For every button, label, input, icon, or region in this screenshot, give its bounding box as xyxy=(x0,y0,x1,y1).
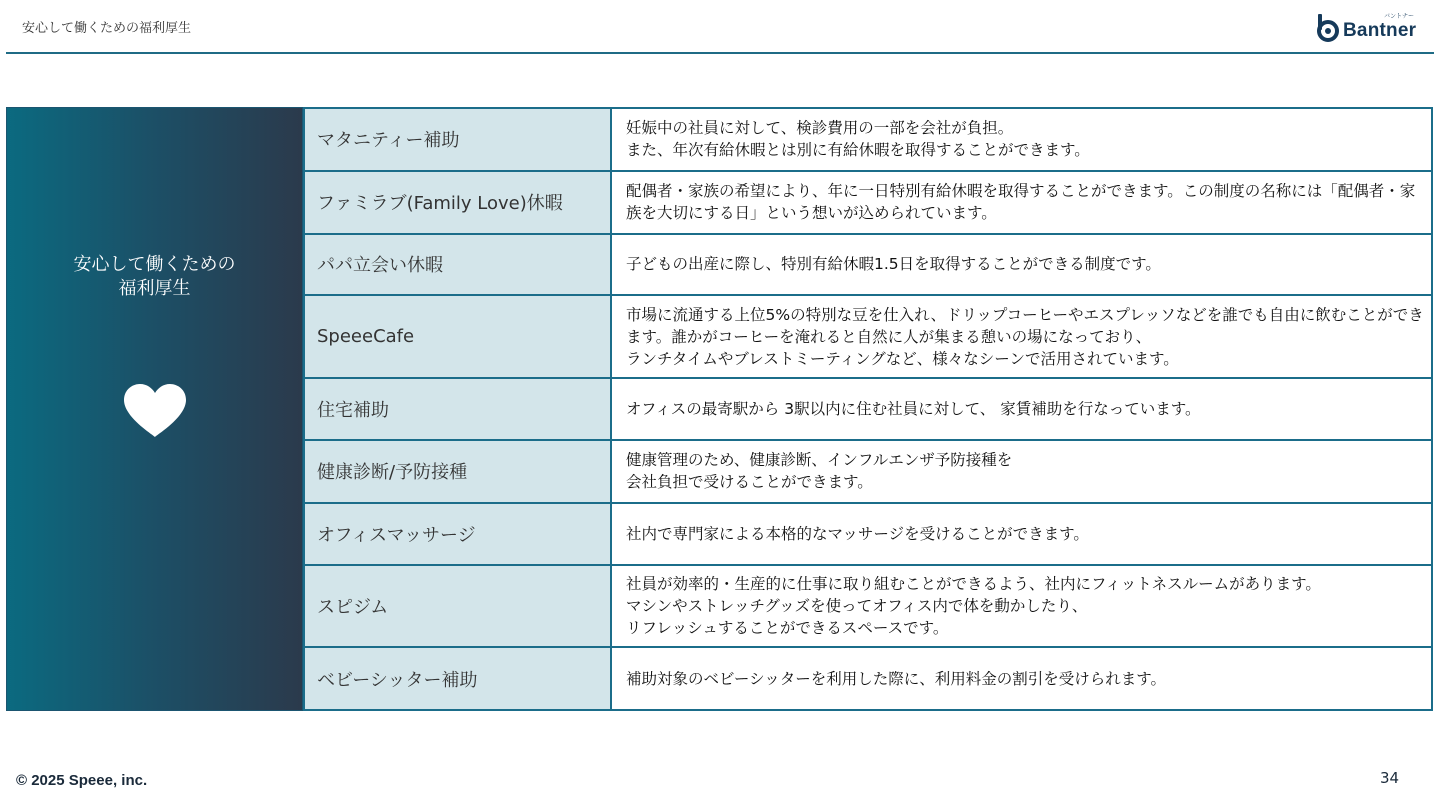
bantner-logo xyxy=(1316,12,1420,44)
benefit-description: 妊娠中の社員に対して、検診費用の一部を会社が負担。 また、年次有給休暇とは別に有給休暇を取得することができます。 xyxy=(612,109,1433,170)
logo-mark-icon xyxy=(1316,13,1340,43)
category-title: 安心して働くための 福利厚生 xyxy=(73,254,236,299)
page-header-title: 安心して働くための福利厚生 xyxy=(22,21,192,36)
benefit-description: 配偶者・家族の希望により、年に一日特別有給休暇を取得することができます。この制度の名称には「配偶者・家族を大切にする日」という想いが込められています。 xyxy=(612,172,1433,233)
heart-icon xyxy=(122,383,188,439)
benefit-name: オフィスマッサージ xyxy=(303,504,612,564)
table-row xyxy=(303,504,1433,566)
table-row xyxy=(303,441,1433,504)
logo-subtext: バントナー xyxy=(1383,13,1414,20)
benefit-description: 健康管理のため、健康診断、インフルエンザ予防接種を 会社負担で受けることができます。 xyxy=(612,441,1433,502)
table-row xyxy=(303,172,1433,235)
benefit-name: ファミラブ(Family Love)休暇 xyxy=(303,172,612,233)
table-row xyxy=(303,566,1433,649)
benefit-description: 社内で専門家による本格的なマッサージを受けることができます。 xyxy=(612,504,1433,564)
benefit-name: 住宅補助 xyxy=(303,379,612,439)
table-row xyxy=(303,109,1433,172)
logo-text: Bantner xyxy=(1343,20,1417,41)
benefit-description: 市場に流通する上位5%の特別な豆を仕入れ、ドリップコーヒーやエスプレッソなどを誰でも自由に飲むことができます。誰かがコーヒーを淹れると自然に人が集まる憩いの場になっており、 ランチタイムやブレストミーティングなど、様々なシーンで活用されています。 xyxy=(612,296,1433,377)
benefit-description: 社員が効率的・生産的に仕事に取り組むことができるよう、社内にフィットネスルームがあります。 マシンやストレッチグッズを使ってオフィス内で体を動かしたり、 リフレッシュすることができるスペースです。 xyxy=(612,566,1433,647)
category-panel xyxy=(6,107,303,711)
benefit-description: 子どもの出産に際し、特別有給休暇1.5日を取得することができる制度です。 xyxy=(612,235,1433,295)
table-row xyxy=(303,235,1433,297)
benefit-name: スピジム xyxy=(303,566,612,647)
header-divider xyxy=(6,52,1434,54)
benefit-name: 健康診断/予防接種 xyxy=(303,441,612,502)
copyright: © 2025 Speee, inc. xyxy=(16,772,148,789)
page-number: 34 xyxy=(1380,769,1400,787)
benefit-name: SpeeeCafe xyxy=(303,296,612,377)
table-row xyxy=(303,296,1433,379)
benefit-name: パパ立会い休暇 xyxy=(303,235,612,295)
benefit-rows xyxy=(303,107,1433,711)
benefit-description: 補助対象のベビーシッターを利用した際に、利用料金の割引を受けられます。 xyxy=(612,648,1433,709)
benefit-name: ベビーシッター補助 xyxy=(303,648,612,709)
benefit-name: マタニティー補助 xyxy=(303,109,612,170)
table-row xyxy=(303,379,1433,441)
table-row xyxy=(303,648,1433,711)
benefit-description: オフィスの最寄駅から 3駅以内に住む社員に対して、 家賃補助を行なっています。 xyxy=(612,379,1433,439)
benefits-table xyxy=(6,107,1433,711)
